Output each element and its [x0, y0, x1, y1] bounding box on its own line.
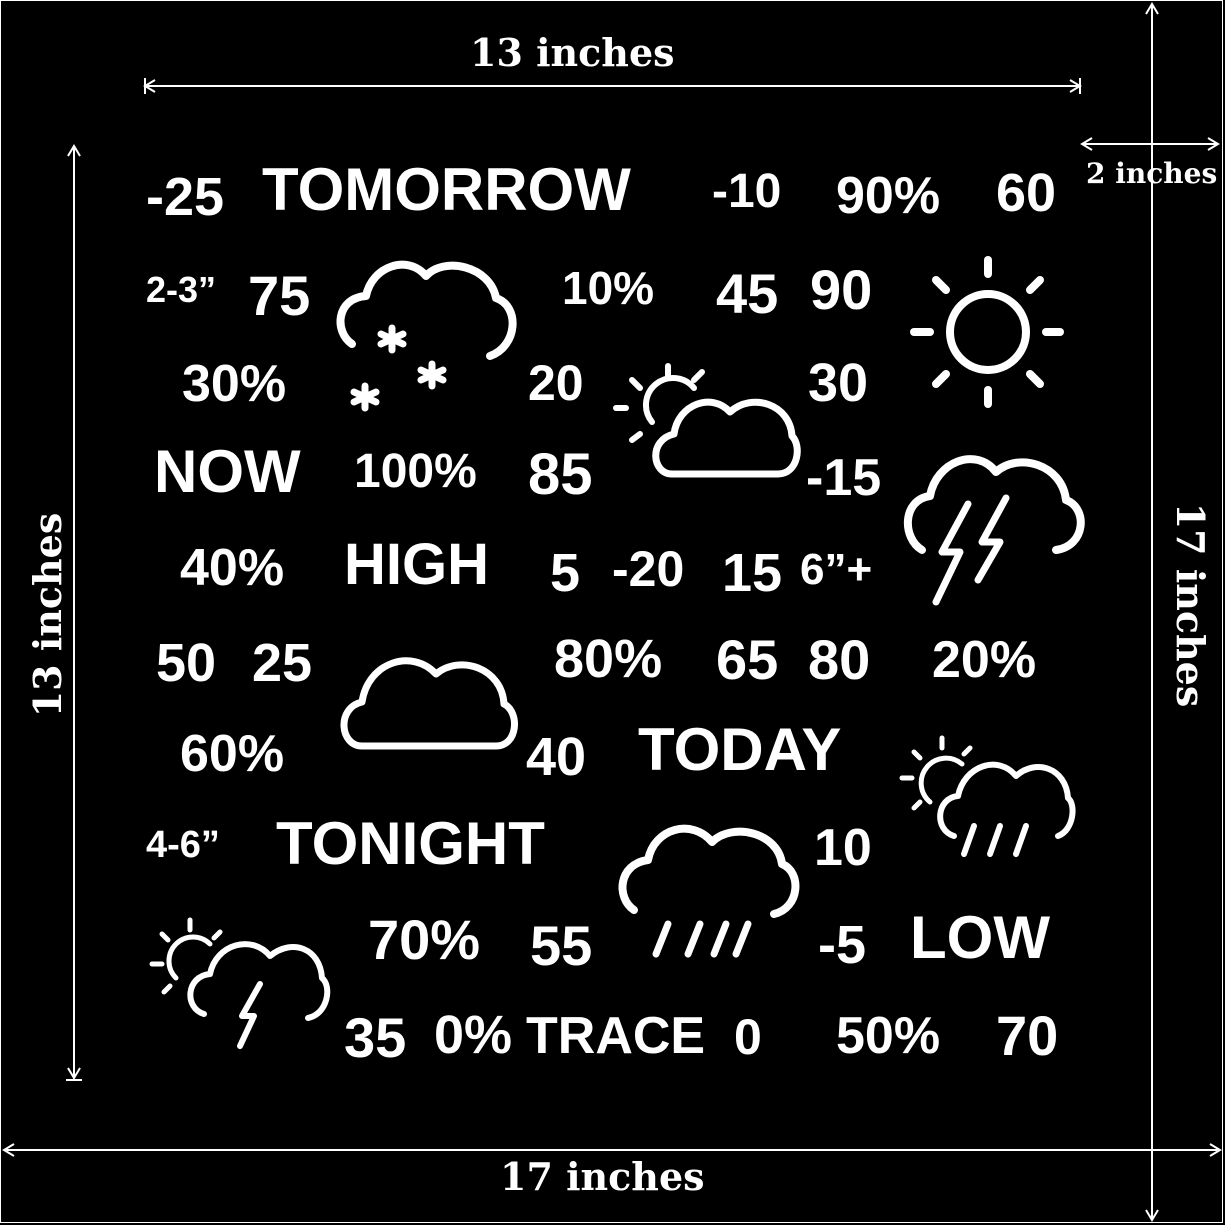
word-60pct: 60%: [180, 725, 285, 783]
partly-cloudy-thunder-icon: [148, 918, 330, 1054]
word-0pct: 0%: [434, 1005, 513, 1065]
word-10pct: 10%: [562, 262, 655, 314]
word-6in-plus: 6”+: [800, 545, 873, 594]
dim-margin: 2 inches: [1086, 157, 1218, 190]
word-30pct: 30%: [182, 355, 287, 413]
dim-top-width: 13 inches: [470, 30, 675, 75]
word-10: 10: [814, 819, 872, 877]
word-35: 35: [344, 1006, 407, 1069]
word-75: 75: [248, 264, 311, 327]
word-85: 85: [528, 442, 593, 507]
word-70: 70: [996, 1004, 1059, 1067]
word-100pct: 100%: [354, 445, 477, 498]
word-40: 40: [526, 727, 587, 787]
word-low: LOW: [910, 904, 1050, 971]
word-trace: TRACE: [526, 1007, 706, 1065]
word-80: 80: [808, 628, 871, 691]
word-45: 45: [716, 262, 779, 325]
snow-cloud-icon: [330, 246, 520, 416]
dim-left-height: 13 inches: [25, 512, 70, 718]
word-minus5: -5: [818, 915, 867, 975]
word-today: TODAY: [638, 716, 842, 783]
dim-bottom-width: 17 inches: [500, 1154, 705, 1199]
cloud-icon: [332, 638, 522, 754]
partly-cloudy-icon: [612, 364, 804, 488]
word-20pct: 20%: [932, 631, 1037, 689]
word-now: NOW: [154, 438, 301, 505]
word-50pct: 50%: [836, 1007, 941, 1065]
word-90pct: 90%: [836, 167, 941, 225]
word-40pct: 40%: [180, 539, 285, 597]
word-50: 50: [156, 633, 217, 693]
word-0: 0: [734, 1009, 762, 1065]
word-55: 55: [530, 914, 593, 977]
word-tonight: TONIGHT: [276, 810, 545, 877]
word-5: 5: [550, 543, 581, 603]
word-30: 30: [808, 353, 869, 413]
word-tomorrow: TOMORROW: [262, 156, 631, 223]
word-25: 25: [252, 633, 313, 693]
word-4-6in: 4-6”: [146, 824, 220, 866]
rain-cloud-icon: [612, 814, 804, 970]
word-minus15: -15: [806, 449, 882, 507]
sun-icon: [910, 256, 1066, 412]
word-80pct: 80%: [554, 629, 663, 689]
word-minus25: -25: [146, 167, 225, 227]
thunderstorm-icon: [898, 438, 1084, 608]
word-2-3in: 2-3”: [146, 269, 217, 310]
partly-cloudy-rain-icon: [898, 736, 1074, 866]
word-high: HIGH: [344, 532, 489, 597]
word-65: 65: [716, 628, 779, 691]
word-90: 90: [810, 258, 873, 321]
dim-right-height: 17 inches: [1168, 502, 1213, 708]
word-minus20: -20: [612, 541, 685, 597]
word-60: 60: [996, 163, 1057, 223]
word-70pct: 70%: [368, 908, 481, 971]
word-20: 20: [528, 355, 584, 411]
word-15: 15: [722, 543, 783, 603]
word-minus10: -10: [712, 165, 782, 218]
